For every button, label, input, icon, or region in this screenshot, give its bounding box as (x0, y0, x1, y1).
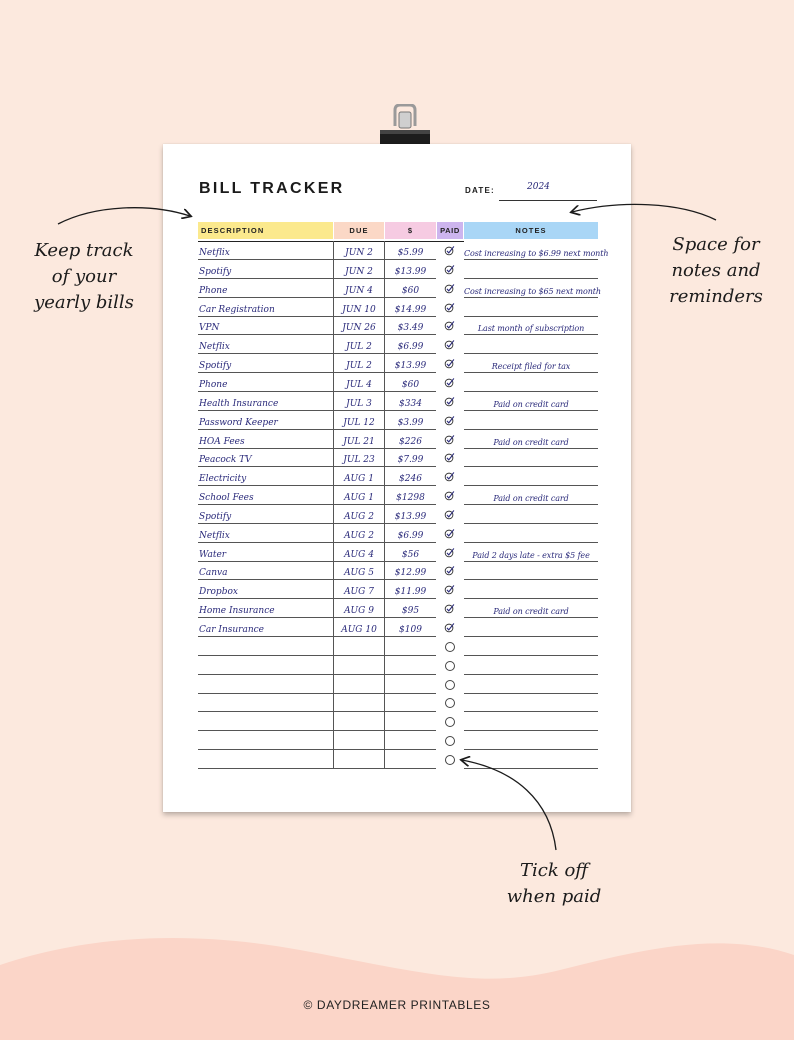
cell-due[interactable]: JUL 4 (346, 379, 372, 390)
column-header-due: DUE (334, 222, 384, 239)
empty-circle-icon[interactable] (445, 661, 455, 671)
annotation-bottom (496, 858, 612, 910)
cell-amount[interactable]: $95 (401, 606, 420, 617)
empty-circle-icon[interactable] (445, 680, 455, 690)
cell-due[interactable]: JUL 2 (346, 342, 372, 353)
table-row (163, 411, 631, 430)
cell-description[interactable]: HOA Fees (199, 436, 245, 447)
annotation-line: notes and (671, 260, 761, 281)
table-row (163, 561, 631, 580)
cell-amount[interactable]: $1298 (396, 493, 425, 504)
annotation-right (660, 232, 772, 310)
cell-due[interactable]: AUG 1 (344, 493, 374, 504)
annotation-line: yearly bills (34, 292, 134, 313)
cell-due[interactable]: JUN 10 (342, 304, 376, 315)
cell-amount[interactable]: $226 (399, 436, 422, 447)
cell-description[interactable]: Peacock TV (199, 455, 252, 466)
cell-amount[interactable]: $12.99 (394, 568, 427, 579)
check-circle-icon[interactable] (444, 377, 455, 388)
cell-amount[interactable]: $7.99 (397, 455, 424, 466)
cell-description[interactable]: Car Registration (199, 304, 275, 315)
cell-amount[interactable]: $13.99 (394, 361, 427, 372)
check-circle-icon[interactable] (444, 509, 455, 520)
cell-due[interactable]: JUN 2 (345, 248, 373, 258)
check-circle-icon[interactable] (444, 565, 455, 576)
table-row (163, 599, 631, 618)
cell-due[interactable]: JUL 12 (343, 417, 375, 428)
cell-description[interactable]: Health Insurance (199, 398, 279, 409)
table-row (163, 430, 631, 449)
annotation-line: Keep track (34, 240, 134, 261)
cell-description[interactable]: Electricity (199, 474, 247, 485)
table-row (163, 392, 631, 411)
cell-amount[interactable]: $3.99 (397, 417, 424, 428)
check-circle-icon[interactable] (444, 434, 455, 445)
table-row (163, 373, 631, 392)
table-row (163, 618, 631, 637)
check-circle-icon[interactable] (444, 622, 455, 633)
table-row (163, 637, 631, 656)
cell-description[interactable]: School Fees (199, 493, 254, 504)
cell-description[interactable]: Water (199, 549, 227, 560)
check-circle-icon[interactable] (444, 452, 455, 463)
cell-description[interactable]: Netflix (199, 530, 230, 541)
table-row (163, 279, 631, 298)
cell-description[interactable]: Dropbox (199, 587, 238, 598)
table-row (163, 241, 631, 260)
check-circle-icon[interactable] (444, 320, 455, 331)
cell-due[interactable]: AUG 2 (344, 511, 374, 522)
empty-circle-icon[interactable] (445, 717, 455, 727)
cell-amount[interactable]: $5.99 (397, 248, 424, 258)
cell-amount[interactable]: $6.99 (397, 342, 424, 353)
notes-rule (464, 768, 598, 769)
footer-copyright: © DAYDREAMER PRINTABLES (303, 998, 491, 1012)
table-row (163, 750, 631, 769)
cell-note[interactable]: Paid 2 days late - extra $5 fee (472, 550, 590, 560)
table-row (163, 467, 631, 486)
check-circle-icon[interactable] (444, 283, 455, 294)
cell-amount[interactable]: $246 (399, 474, 422, 485)
cell-description[interactable]: Password Keeper (199, 417, 278, 428)
table-row (163, 580, 631, 599)
cell-note[interactable]: Paid on credit card (493, 399, 569, 409)
cell-note[interactable]: Receipt filed for tax (491, 362, 571, 372)
sheet-title: BILL TRACKER (199, 180, 345, 197)
cell-due[interactable]: JUL 23 (343, 455, 375, 466)
cell-due[interactable]: JUN 2 (345, 266, 373, 277)
cell-description[interactable]: Spotify (199, 266, 232, 277)
cell-description[interactable]: Netflix (199, 342, 230, 353)
table-row (163, 505, 631, 524)
check-circle-icon[interactable] (444, 547, 455, 558)
check-circle-icon[interactable] (444, 264, 455, 275)
cell-amount[interactable]: $3.49 (397, 323, 424, 334)
cell-amount[interactable]: $11.99 (394, 587, 427, 598)
cell-description[interactable]: Canva (199, 568, 228, 579)
table-row (163, 448, 631, 467)
empty-circle-icon[interactable] (445, 736, 455, 746)
check-circle-icon[interactable] (444, 471, 455, 482)
cell-note[interactable]: Last month of subscription (477, 324, 585, 334)
empty-circle-icon[interactable] (445, 642, 455, 652)
cell-amount[interactable]: $13.99 (394, 266, 427, 277)
table-row (163, 524, 631, 543)
cell-description[interactable]: Car Insurance (199, 625, 265, 635)
cell-due[interactable]: JUL 2 (346, 361, 372, 372)
annotation-line: Tick off (519, 860, 589, 881)
cell-amount[interactable]: $60 (401, 379, 420, 390)
cell-due[interactable]: AUG 2 (344, 530, 374, 541)
cell-due[interactable]: JUL 21 (343, 436, 375, 447)
check-circle-icon[interactable] (444, 339, 455, 350)
table-row (163, 675, 631, 694)
annotation-line: of your (51, 266, 117, 287)
cell-due[interactable]: AUG 7 (344, 587, 374, 598)
cell-due[interactable]: AUG 9 (344, 606, 374, 617)
cell-amount[interactable]: $56 (401, 549, 420, 560)
bill-tracker-sheet (163, 144, 631, 812)
table-row (163, 298, 631, 317)
row-rule (198, 768, 436, 769)
annotation-line: Space for (672, 234, 760, 255)
cell-amount[interactable]: $109 (399, 625, 422, 635)
table-row (163, 731, 631, 750)
cell-note[interactable]: Cost increasing to $65 next month (464, 286, 601, 296)
empty-circle-icon[interactable] (445, 755, 455, 765)
cell-amount[interactable]: $6.99 (397, 530, 424, 541)
table-row (163, 656, 631, 675)
cell-due[interactable]: JUN 26 (342, 323, 376, 334)
date-value[interactable]: 2024 (527, 182, 550, 192)
check-circle-icon[interactable] (444, 245, 455, 256)
annotation-left (22, 238, 146, 316)
cell-due[interactable]: JUN 4 (345, 285, 373, 296)
cell-description[interactable]: Phone (199, 379, 228, 390)
annotation-line: reminders (669, 286, 763, 307)
cell-due[interactable]: AUG 10 (341, 625, 377, 635)
cell-description[interactable]: Spotify (199, 361, 232, 372)
check-circle-icon[interactable] (444, 584, 455, 595)
column-header-notes: NOTES (464, 222, 598, 239)
cell-note[interactable]: Paid on credit card (493, 437, 569, 447)
cell-due[interactable]: JUL 3 (346, 398, 372, 409)
table-row (163, 316, 631, 335)
check-circle-icon[interactable] (444, 302, 455, 313)
cell-amount[interactable]: $334 (399, 398, 422, 409)
cell-description[interactable]: Spotify (199, 511, 232, 522)
date-label: DATE: (465, 186, 495, 195)
cell-description[interactable]: VPN (199, 323, 220, 334)
check-circle-icon[interactable] (444, 603, 455, 614)
table-row (163, 693, 631, 712)
column-header-description: DESCRIPTION (198, 222, 333, 239)
cell-due[interactable]: AUG 1 (344, 474, 374, 485)
cell-amount[interactable]: $60 (401, 285, 420, 296)
date-line (499, 200, 597, 201)
column-header-paid: PAID (437, 222, 463, 239)
check-circle-icon[interactable] (444, 358, 455, 369)
cell-due[interactable]: AUG 5 (344, 568, 374, 579)
table-row (163, 354, 631, 373)
check-circle-icon[interactable] (444, 528, 455, 539)
cell-amount[interactable]: $13.99 (394, 511, 427, 522)
cell-due[interactable]: AUG 4 (344, 549, 374, 560)
cell-note[interactable]: Cost increasing to $6.99 next month (464, 249, 609, 258)
annotation-line: when paid (506, 886, 602, 907)
empty-circle-icon[interactable] (445, 698, 455, 708)
cell-note[interactable]: Paid on credit card (493, 607, 569, 617)
cell-description[interactable]: Phone (199, 285, 228, 296)
check-circle-icon[interactable] (444, 490, 455, 501)
column-header-amount: $ (385, 222, 436, 239)
check-circle-icon[interactable] (444, 415, 455, 426)
table-row (163, 260, 631, 279)
cell-amount[interactable]: $14.99 (394, 304, 427, 315)
table-row (163, 486, 631, 505)
cell-description[interactable]: Netflix (199, 248, 230, 258)
table-row (163, 712, 631, 731)
cell-note[interactable]: Paid on credit card (493, 494, 569, 504)
table-row (163, 543, 631, 562)
check-circle-icon[interactable] (444, 396, 455, 407)
cell-description[interactable]: Home Insurance (199, 606, 275, 617)
table-row (163, 335, 631, 354)
